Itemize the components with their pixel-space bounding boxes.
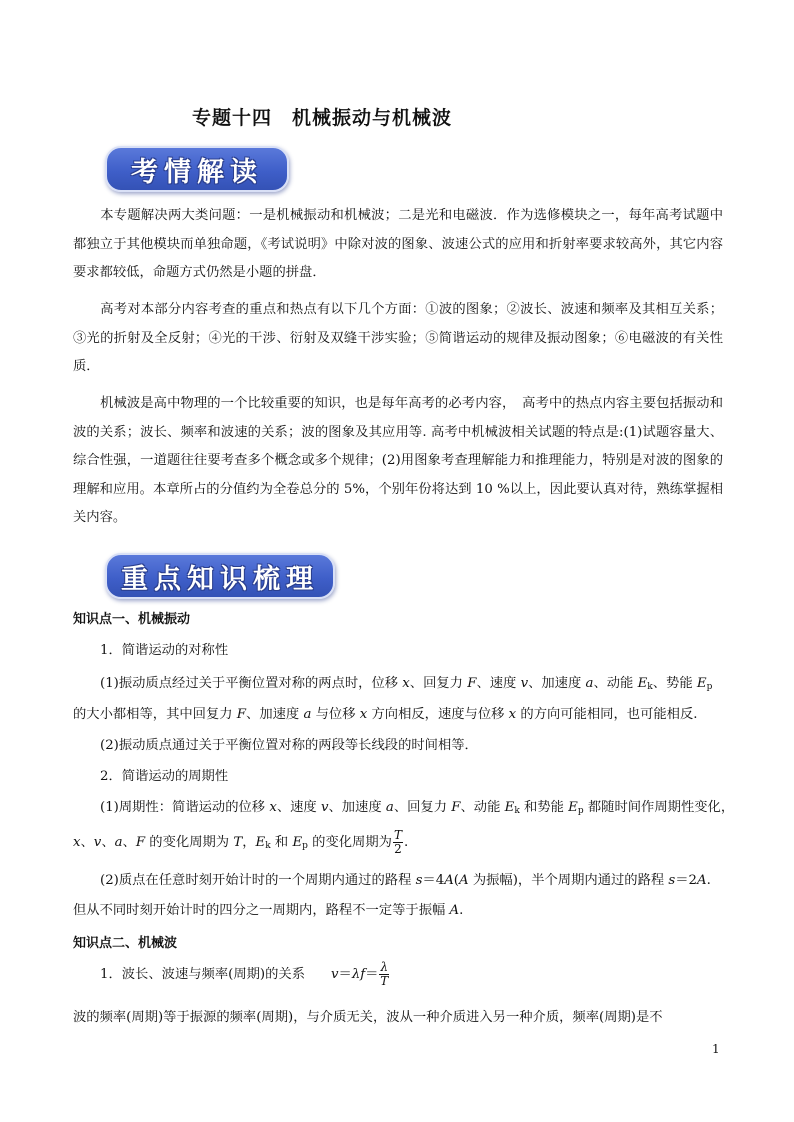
fraction-lambda-over-t: $\frac{\lambda}{T}$: [380, 960, 389, 988]
text-line: [100, 960, 390, 990]
intro-text-3: 机械波是高中物理的一个比较重要的知识，也是每年高考的必考内容， 高考中的热点内容主要包括振动和波的关系；波长、频率和波速的关系；波的图象及其应用等. 高考中机械波相关试题的特点是:(1)试题容量大、综合性强，一道题往往要考查多个概念或多个规律；(2)用图象考查理解能力和推理能力，特别是对波的图象的理解和应用。本章所占的分值约为全卷总分的 5%，个别年份将达到 10 %以上，因此要认真对待，熟练掌握相关内容。: [73, 396, 723, 525]
banner-label: 考情解读: [131, 156, 263, 188]
subsection-title: 1．波长、波速与频率(周期)的关系: [100, 967, 305, 982]
section-banner-key-points: [105, 553, 335, 599]
knowledge-point-1-heading: 知识点一、机械振动: [73, 612, 191, 627]
text-line: 的大小都相等，其中回复力 F、加速度 a 与位移 x 方向相反，速度与位移 x 的方向可能相同，也可能相反.: [73, 707, 698, 722]
text-line: 波的频率(周期)等于振源的频率(周期)，与介质无关，波从一种介质进入另一种介质，频率(周期)是不: [73, 1010, 663, 1025]
text-line: (2)质点在任意时刻开始计时的一个周期内通过的路程 s＝4A(A 为振幅)，半个周期内通过的路程 s＝2A.: [100, 873, 711, 888]
knowledge-point-2-heading: 知识点二、机械波: [73, 936, 178, 951]
page-number: 1: [712, 1042, 720, 1056]
text-line: (2)振动质点通过关于平衡位置对称的两段等长线段的时间相等．: [100, 738, 478, 753]
page-title: 专题十四 机械振动与机械波: [192, 107, 453, 129]
text-line: (1)振动质点经过关于平衡位置对称的两点时，位移 x、回复力 F、速度 v、加速度 a、动能 $E_k$、势能 $E_p$: [100, 676, 713, 692]
text-line: x、v、a、F 的变化周期为 T，$E_k$ 和 $E_p$ 的变化周期为 $\frac{T}{2}$ .: [73, 828, 409, 856]
subsection-title: 1．简谐运动的对称性: [100, 643, 229, 658]
fraction-t-over-2: $\frac{T}{2}$: [393, 828, 402, 856]
subsection-title: 2．简谐运动的周期性: [100, 769, 229, 784]
banner-label: 重点知识梳理: [121, 563, 319, 595]
intro-text-2: 高考对本部分内容考查的重点和热点有以下几个方面：①波的图象；②波长、波速和频率及其相互关系；③光的折射及全反射；④光的干涉、衍射及双缝干涉实验；⑤简谐运动的规律及振动图象；⑥电磁波的有关性质．: [73, 302, 723, 374]
text-line: 但从不同时刻开始计时的四分之一周期内，路程不一定等于振幅 A.: [73, 903, 464, 918]
intro-paragraph-3: [73, 390, 723, 533]
intro-paragraph-1: [73, 202, 723, 288]
formula: v＝λf＝ $\frac{\lambda}{T}$: [331, 960, 389, 988]
text-line: (1)周期性：简谐运动的位移 x、速度 v、加速度 a、回复力 F、动能 $E_k$ 和势能 $E_p$ 都随时间作周期性变化，: [100, 800, 735, 816]
intro-text-1: 本专题解决两大类问题：一是机械振动和机械波；二是光和电磁波．作为选修模块之一，每年高考试题中都独立于其他模块而单独命题，《考试说明》中除对波的图象、波速公式的应用和折射率要求较高外，其它内容要求都较低，命题方式仍然是小题的拼盘．: [73, 208, 723, 280]
intro-paragraph-2: [73, 296, 723, 382]
section-banner-exam-analysis: [105, 146, 289, 192]
